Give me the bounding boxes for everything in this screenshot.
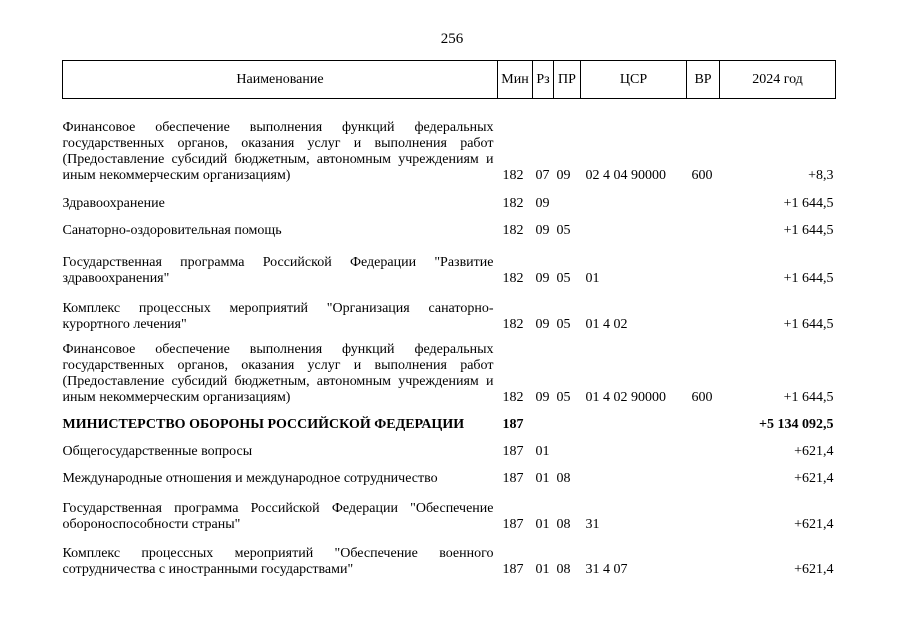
table-row bbox=[63, 215, 836, 242]
cell-rz: 09 bbox=[535, 195, 550, 211]
cell-vr bbox=[687, 242, 720, 290]
cell-pr: 08 bbox=[556, 561, 571, 577]
table-row bbox=[63, 99, 836, 187]
cell-vr: 600 bbox=[691, 167, 713, 183]
cell-name: Международные отношения и международное сотрудничество bbox=[62, 470, 438, 486]
cell-pr: 09 bbox=[556, 167, 571, 183]
cell-name: Государственная программа Российской Федерации "Развитие здравоохранения" bbox=[62, 254, 494, 286]
cell-vr bbox=[687, 436, 720, 463]
cell-vr bbox=[687, 290, 720, 336]
cell-rz: 09 bbox=[535, 222, 550, 238]
table-row bbox=[63, 336, 836, 409]
cell-min: 182 bbox=[502, 270, 524, 286]
cell-pr: 05 bbox=[556, 389, 571, 405]
cell-vr bbox=[687, 463, 720, 490]
cell-rz: 09 bbox=[535, 270, 550, 286]
cell-pr bbox=[554, 187, 581, 215]
header-min: Мин bbox=[498, 61, 533, 99]
table-header bbox=[63, 61, 836, 99]
cell-name: Комплекс процессных мероприятий "Обеспечение военного сотрудничества с иностранными государствами" bbox=[62, 545, 494, 577]
cell-rz bbox=[533, 409, 554, 436]
cell-min: 187 bbox=[502, 516, 524, 532]
cell-amount: +621,4 bbox=[794, 516, 834, 532]
header-name: Наименование bbox=[63, 61, 498, 99]
cell-name: Комплекс процессных мероприятий "Организация санаторно-курортного лечения" bbox=[62, 300, 494, 332]
cell-pr: 05 bbox=[556, 222, 571, 238]
cell-amount: +1 644,5 bbox=[783, 316, 834, 332]
cell-amount: +1 644,5 bbox=[783, 195, 834, 211]
cell-min: 182 bbox=[502, 195, 524, 211]
header-vr: ВР bbox=[687, 61, 720, 99]
cell-amount: +1 644,5 bbox=[783, 389, 834, 405]
cell-rz: 01 bbox=[535, 470, 550, 486]
cell-amount: +621,4 bbox=[794, 561, 834, 577]
table-body bbox=[63, 99, 836, 581]
cell-vr bbox=[687, 215, 720, 242]
cell-rz: 07 bbox=[535, 167, 550, 183]
cell-min: 182 bbox=[502, 167, 524, 183]
cell-name: МИНИСТЕРСТВО ОБОРОНЫ РОССИЙСКОЙ ФЕДЕРАЦИИ bbox=[62, 416, 465, 432]
cell-vr bbox=[687, 187, 720, 215]
cell-csr: 02 4 04 90000 bbox=[585, 167, 666, 183]
cell-amount: +5 134 092,5 bbox=[759, 416, 834, 432]
cell-vr bbox=[687, 490, 720, 536]
cell-rz: 01 bbox=[535, 516, 550, 532]
cell-amount: +8,3 bbox=[808, 167, 834, 183]
cell-min: 182 bbox=[502, 222, 524, 238]
cell-rz: 01 bbox=[535, 443, 550, 459]
cell-min: 182 bbox=[502, 316, 524, 332]
header-pr: ПР bbox=[554, 61, 581, 99]
cell-name: Санаторно-оздоровительная помощь bbox=[62, 222, 282, 238]
cell-csr bbox=[581, 436, 687, 463]
table-row bbox=[63, 436, 836, 463]
cell-min: 187 bbox=[502, 561, 524, 577]
table-row bbox=[63, 290, 836, 336]
cell-vr bbox=[687, 536, 720, 581]
cell-csr: 31 bbox=[585, 516, 600, 532]
cell-min: 182 bbox=[502, 389, 524, 405]
cell-amount: +621,4 bbox=[794, 443, 834, 459]
table-row bbox=[63, 409, 836, 436]
budget-table bbox=[62, 60, 836, 581]
header-csr: ЦСР bbox=[581, 61, 687, 99]
table-row bbox=[63, 490, 836, 536]
table-row bbox=[63, 187, 836, 215]
cell-amount: +621,4 bbox=[794, 470, 834, 486]
cell-min: 187 bbox=[502, 443, 524, 459]
cell-pr: 08 bbox=[556, 516, 571, 532]
cell-pr: 08 bbox=[556, 470, 571, 486]
cell-rz: 01 bbox=[535, 561, 550, 577]
cell-csr bbox=[581, 215, 687, 242]
cell-rz: 09 bbox=[535, 316, 550, 332]
cell-pr bbox=[554, 436, 581, 463]
cell-pr: 05 bbox=[556, 316, 571, 332]
cell-vr bbox=[687, 409, 720, 436]
cell-name: Здравоохранение bbox=[62, 195, 165, 211]
page-number: 256 bbox=[440, 31, 464, 47]
table-row bbox=[63, 536, 836, 581]
cell-csr: 01 bbox=[585, 270, 600, 286]
cell-amount: +1 644,5 bbox=[783, 270, 834, 286]
cell-csr: 01 4 02 bbox=[585, 316, 628, 332]
cell-name: Государственная программа Российской Федерации "Обеспечение обороноспособности страны" bbox=[62, 500, 494, 532]
cell-amount: +1 644,5 bbox=[783, 222, 834, 238]
header-year: 2024 год bbox=[720, 61, 836, 99]
cell-name: Общегосударственные вопросы bbox=[62, 443, 253, 459]
header-rz: Рз bbox=[533, 61, 554, 99]
cell-name: Финансовое обеспечение выполнения функций федеральных государственных органов, оказания услуг и выполнения работ (Предоставление субсидий бюджетным, автономным учреждениям и иным некоммерческим организациям) bbox=[62, 341, 494, 405]
cell-csr bbox=[581, 187, 687, 215]
cell-min: 187 bbox=[502, 470, 524, 486]
cell-csr bbox=[581, 463, 687, 490]
cell-csr: 01 4 02 90000 bbox=[585, 389, 666, 405]
cell-csr bbox=[581, 409, 687, 436]
cell-name: Финансовое обеспечение выполнения функций федеральных государственных органов, оказания услуг и выполнения работ (Предоставление субсидий бюджетным, автономным учреждениям и иным некоммерческим организациям) bbox=[62, 119, 494, 183]
cell-rz: 09 bbox=[535, 389, 550, 405]
cell-pr: 05 bbox=[556, 270, 571, 286]
cell-min: 187 bbox=[502, 416, 524, 432]
cell-pr bbox=[554, 409, 581, 436]
cell-csr: 31 4 07 bbox=[585, 561, 628, 577]
table-row bbox=[63, 463, 836, 490]
table-row bbox=[63, 242, 836, 290]
cell-vr: 600 bbox=[691, 389, 713, 405]
